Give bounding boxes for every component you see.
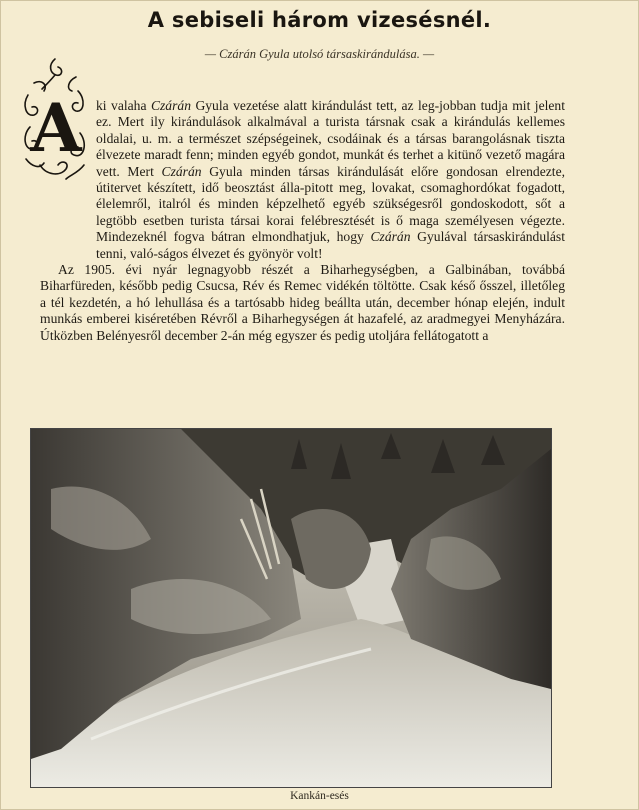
waterfall-photograph — [30, 428, 552, 788]
article-title: A sebiseli három vizesésnél. — [147, 8, 492, 32]
paragraph-1-lead: ki valaha — [96, 98, 151, 113]
photo-caption: Kankán-esés — [290, 790, 349, 802]
paragraph-1-part-1: Gyula vezetése alatt kirándulást tett, az leg-jobban tudja mit jelent ez. Mert ily kirándulások alkalmával a turista társnak csak a kirándulás kellemes oldalai, u. m. a természet szépségeinek, csodáinak és a társas barangolásnak tiszta élvezete maradt fenn; minden egyéb gondot, munkát és terhet a kitünő vezető magára vett. Mert — [96, 98, 565, 179]
article-body — [40, 98, 565, 344]
article-subtitle: — Czárán Gyula utolsó társaskirándulása. — — [204, 47, 435, 61]
paragraph-2: Az 1905. évi nyár legnagyobb részét a Biharhegységben, a Galbinában, továbbá Biharfüreden, később pedig Csucsa, Rév és Remec vidékén töltötte. Csak késő ősszel, illetőleg a tél kezdetén, a hó lehullása és a tartósabb hideg beállta után, december hónap elején, indult munkás emberei kiséretében Révről a Biharhegységen át hazafelé, az aradmegyei Menyházára. Útközben Belényesről december 2-án még egyszer és pedig utoljára fellátogatott a — [40, 262, 565, 343]
initial-letter-glyph: A — [30, 89, 82, 167]
paragraph-1-part-3: Gyulával társaskirándulást tenni, való-ságos élvezet és gyönyör volt! — [96, 229, 565, 261]
paragraph-1-part-2: Gyula minden társas kirándulását előre gondosan elrendezte, útitervet készített, idő beosztást álla-pitott meg, lovakat, csomaghordókat fogadott, élelemről, italról és minden képzelhető egyéb szükségesről gondoskodott, sőt a legtöbb esetben turista társai korai felébresztését is ő maga személyesen végezte. Mindezeknél fogva bátran elmondhatjuk, hogy — [96, 163, 565, 245]
paragraph-1 — [40, 98, 565, 262]
person-name: Czárán — [150, 98, 191, 113]
person-name: Czárán — [161, 163, 202, 179]
person-name: Czárán — [370, 229, 411, 245]
waterfall-photo-illustration — [31, 429, 551, 787]
